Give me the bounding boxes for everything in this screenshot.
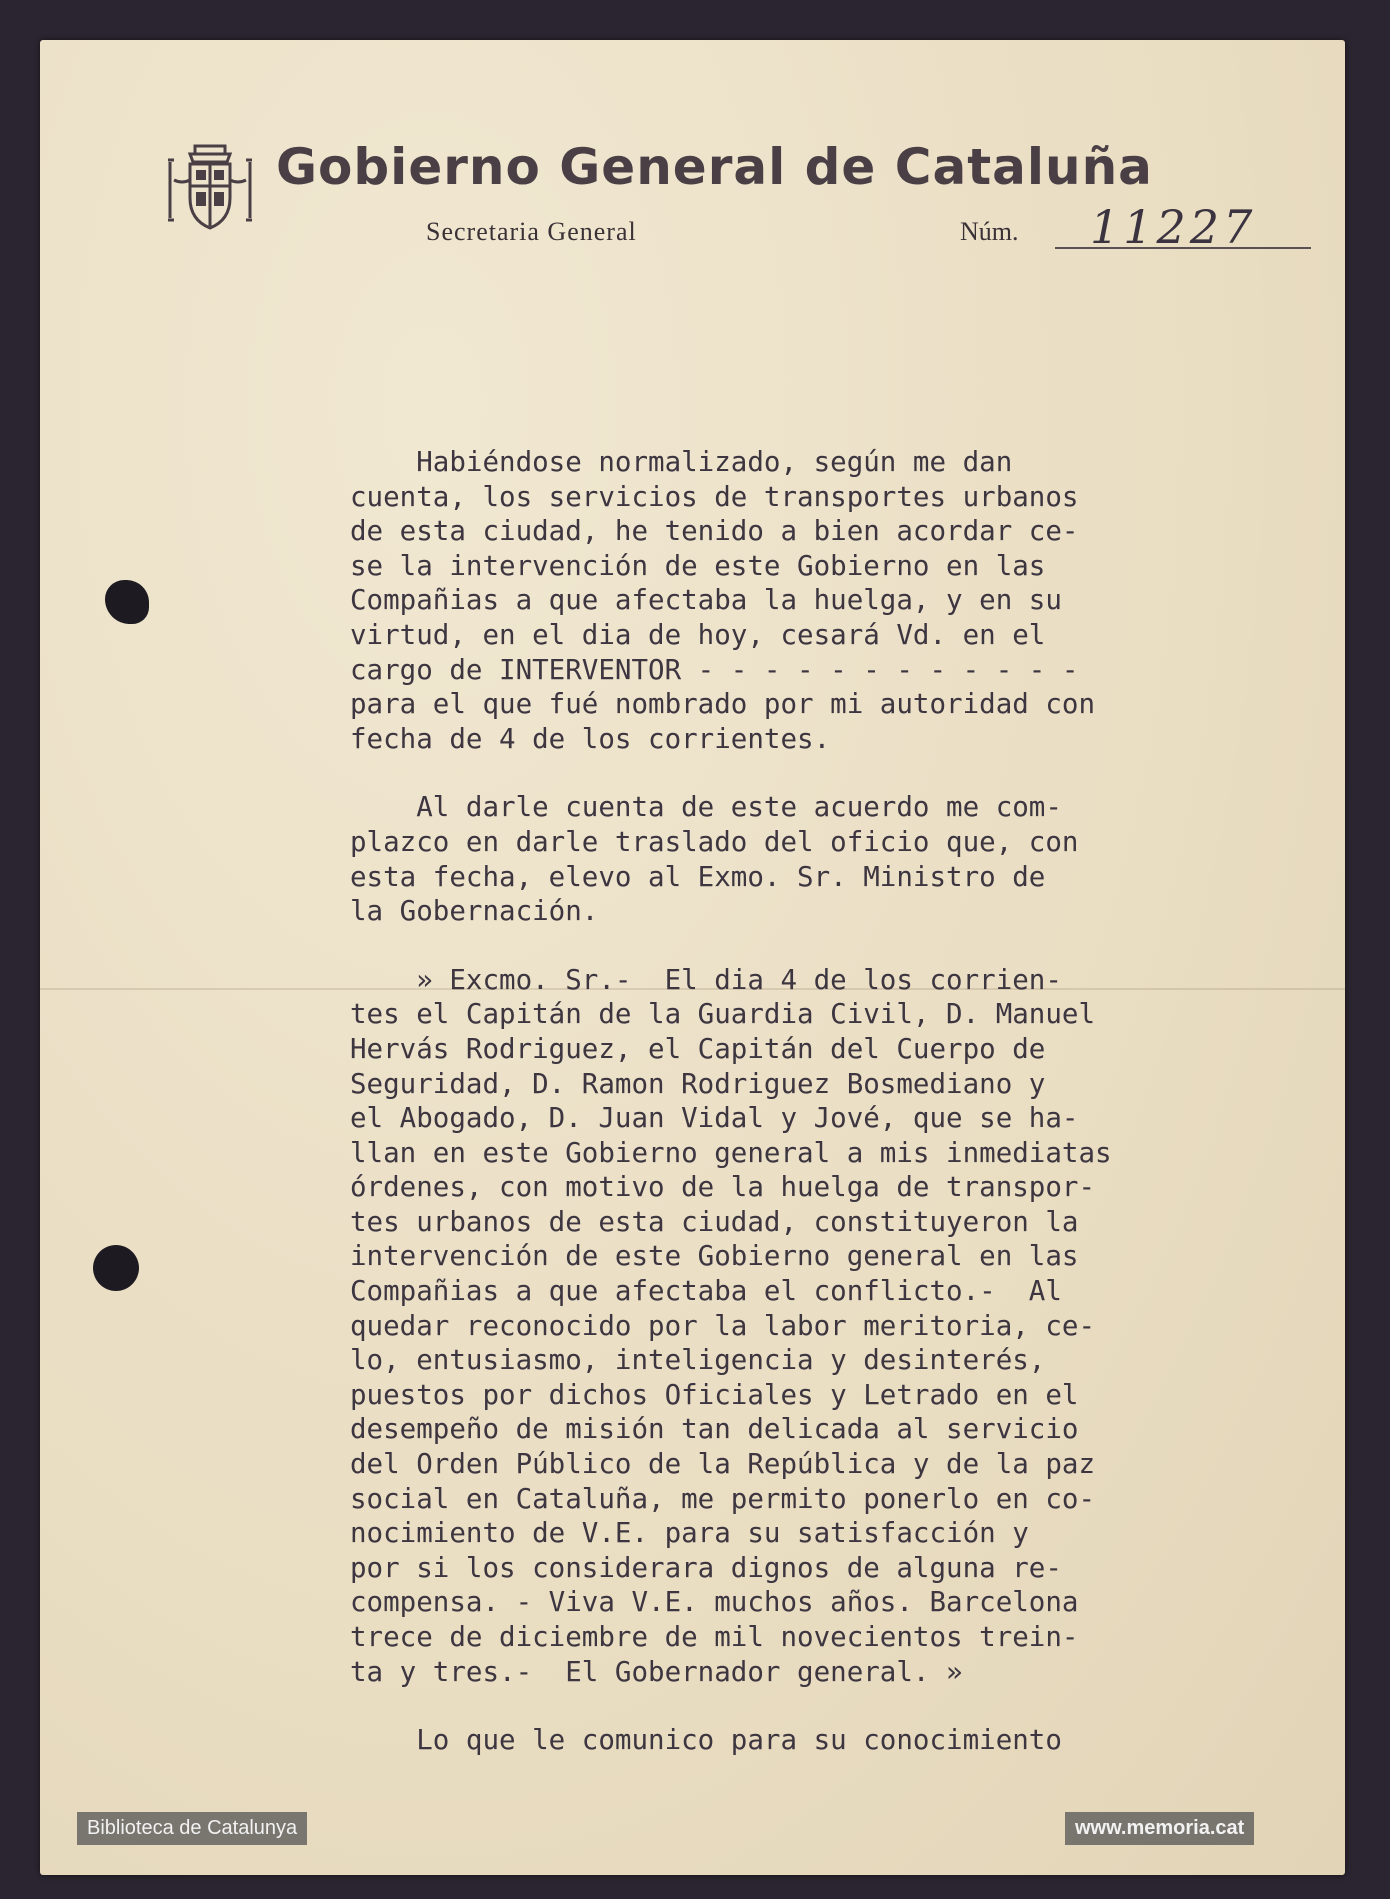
handwritten-number: 11227	[1090, 200, 1257, 254]
document-page	[40, 40, 1345, 1875]
department-label: Secretaria General	[426, 217, 637, 246]
text-line: se la intervención de este Gobierno en las	[350, 549, 1046, 582]
paragraph	[350, 790, 1330, 928]
text-line: por si los considerara dignos de alguna re-	[350, 1551, 1062, 1584]
text-line: compensa. - Viva V.E. muchos años. Barcelona	[350, 1586, 1079, 1619]
text-line: desempeño de misión tan delicada al servicio	[350, 1413, 1079, 1446]
text-line: social en Cataluña, me permito ponerlo en co-	[350, 1482, 1096, 1515]
text-line: virtud, en el dia de hoy, cesará Vd. en el	[350, 618, 1046, 651]
text-line: órdenes, con motivo de la huelga de transpor-	[350, 1171, 1096, 1204]
text-line: Habiéndose normalizado, según me dan	[350, 446, 1013, 478]
text-line: tes el Capitán de la Guardia Civil, D. Manuel	[350, 998, 1096, 1031]
paragraph	[350, 963, 1330, 1689]
letterhead-title: Gobierno General de Cataluña	[276, 138, 1153, 196]
text-line: esta fecha, elevo al Exmo. Sr. Ministro de	[350, 860, 1046, 893]
text-line: para el que fué nombrado por mi autoridad con	[350, 688, 1096, 721]
punch-hole	[105, 580, 149, 624]
text-line: la Gobernación.	[350, 895, 599, 928]
text-line: cargo de INTERVENTOR - - - - - - - - - - - -	[350, 653, 1079, 686]
text-line: tes urbanos de esta ciudad, constituyeron la	[350, 1205, 1079, 1238]
text-line: ta y tres.- El Gobernador general. »	[350, 1655, 963, 1688]
text-line: Seguridad, D. Ramon Rodriguez Bosmediano y	[350, 1067, 1046, 1100]
text-line: Hervás Rodriguez, el Capitán del Cuerpo de	[350, 1032, 1046, 1065]
text-line: Al darle cuenta de este acuerdo me com-	[350, 791, 1062, 824]
text-line: Compañias a que afectaba la huelga, y en su	[350, 584, 1062, 617]
letter-body	[350, 445, 1330, 1758]
paragraph-gap	[350, 929, 1330, 963]
paragraph	[350, 1723, 1330, 1758]
text-line: Compañias a que afectaba el conflicto.- Al	[350, 1275, 1062, 1308]
paragraph-gap	[350, 756, 1330, 790]
paragraph	[350, 445, 1330, 756]
text-line: intervención de este Gobierno general en las	[350, 1240, 1079, 1273]
library-watermark: Biblioteca de Catalunya	[77, 1812, 307, 1845]
text-line: nocimiento de V.E. para su satisfacción y	[350, 1517, 1029, 1550]
text-line: quedar reconocido por la labor meritoria, ce-	[350, 1309, 1096, 1342]
text-line: lo, entusiasmo, inteligencia y desinterés,	[350, 1344, 1046, 1377]
text-line: puestos por dichos Oficiales y Letrado en el	[350, 1378, 1079, 1411]
text-line: llan en este Gobierno general a mis inmediatas	[350, 1136, 1112, 1169]
text-line: de esta ciudad, he tenido a bien acordar ce-	[350, 515, 1079, 548]
coat-of-arms-emblem	[160, 140, 260, 232]
text-line: plazco en darle traslado del oficio que, con	[350, 825, 1079, 858]
text-line: Lo que le comunico para su conocimiento	[350, 1724, 1062, 1757]
punch-hole	[93, 1245, 139, 1291]
site-watermark: www.memoria.cat	[1065, 1812, 1254, 1845]
text-line: el Abogado, D. Juan Vidal y Jové, que se ha-	[350, 1102, 1079, 1135]
text-line: del Orden Público de la República y de la paz	[350, 1448, 1096, 1481]
text-line: fecha de 4 de los corrientes.	[350, 722, 831, 755]
text-line: cuenta, los servicios de transportes urbanos	[350, 480, 1079, 513]
text-line: » Excmo. Sr.- El dia 4 de los corrien-	[350, 963, 1062, 996]
number-label: Núm.	[960, 217, 1019, 246]
text-line: trece de diciembre de mil novecientos trein-	[350, 1621, 1079, 1653]
paragraph-gap	[350, 1689, 1330, 1723]
